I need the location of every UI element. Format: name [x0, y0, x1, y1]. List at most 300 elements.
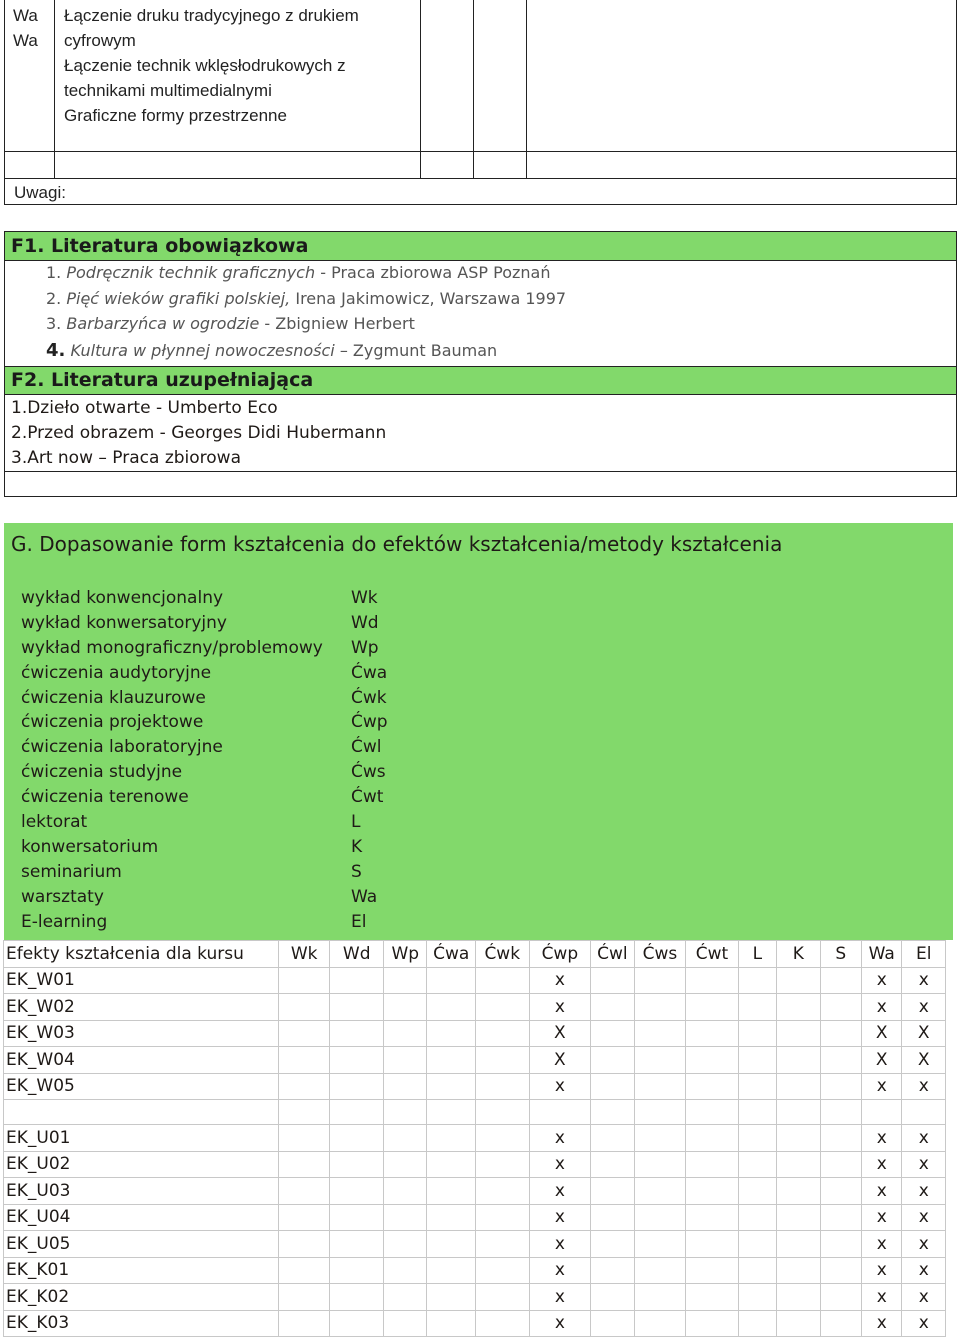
table-row	[4, 1231, 946, 1258]
form-row	[21, 912, 441, 937]
effect-mark: x	[529, 994, 591, 1021]
effect-mark	[738, 1231, 776, 1258]
effect-mark	[475, 1257, 529, 1284]
effect-mark	[591, 1125, 634, 1152]
effect-mark: x	[902, 967, 946, 994]
effect-code: EK_W01	[4, 967, 279, 994]
col-divider	[526, 0, 527, 178]
effect-mark	[777, 1178, 820, 1205]
effects-header-code: Wk	[278, 941, 330, 968]
f1-item-rest: – Zygmunt Bauman	[334, 341, 498, 360]
f1-item-rest: Irena Jakimowicz, Warszawa 1997	[290, 289, 567, 308]
effect-mark	[278, 994, 330, 1021]
effect-mark	[330, 1284, 384, 1311]
topic: Graficzne formy przestrzenne	[64, 106, 287, 125]
effect-mark	[427, 1100, 476, 1125]
effect-mark: x	[862, 1204, 902, 1231]
effect-mark: x	[902, 1231, 946, 1258]
effect-mark	[475, 967, 529, 994]
form-row	[21, 638, 441, 663]
effect-mark	[777, 1204, 820, 1231]
effect-mark	[475, 1178, 529, 1205]
effect-mark	[330, 1257, 384, 1284]
form-name: wykład konwersatoryjny	[21, 612, 227, 633]
effect-mark	[278, 1047, 330, 1074]
effect-mark	[330, 1310, 384, 1337]
effect-mark	[686, 1047, 739, 1074]
form-code: S	[351, 861, 362, 882]
effect-mark	[591, 1151, 634, 1178]
col-divider	[473, 0, 474, 178]
effect-mark: X	[862, 1020, 902, 1047]
f1-item-num: 4.	[46, 340, 66, 361]
form-name: ćwiczenia projektowe	[21, 712, 204, 733]
effect-code: EK_K02	[4, 1284, 279, 1311]
effect-mark	[591, 1310, 634, 1337]
effect-mark	[330, 1020, 384, 1047]
effects-header-code: Ćwt	[686, 941, 739, 968]
effect-mark: x	[902, 1284, 946, 1311]
f2-heading: F2. Literatura uzupełniająca	[11, 369, 314, 391]
table-row	[4, 994, 946, 1021]
effect-mark	[475, 1310, 529, 1337]
form-code: Wa	[351, 886, 378, 907]
effect-mark	[902, 1100, 946, 1125]
effects-header-code: L	[738, 941, 776, 968]
form-row	[21, 837, 441, 862]
effect-mark	[384, 1020, 427, 1047]
effects-header-code: Ćwk	[475, 941, 529, 968]
effect-mark	[591, 1231, 634, 1258]
effect-mark	[738, 1178, 776, 1205]
effect-mark	[738, 1204, 776, 1231]
effect-mark	[634, 1310, 686, 1337]
row-divider	[4, 178, 957, 179]
effect-mark	[529, 1100, 591, 1125]
form-code: Ćwl	[351, 737, 382, 758]
effect-mark	[427, 1047, 476, 1074]
effect-mark	[634, 994, 686, 1021]
effect-code: EK_U05	[4, 1231, 279, 1258]
effects-header-code: Ćwa	[427, 941, 476, 968]
effect-mark	[427, 1151, 476, 1178]
effect-mark: x	[902, 1310, 946, 1337]
effect-mark	[591, 1204, 634, 1231]
effect-mark	[738, 1125, 776, 1152]
f1-item-num: 1.	[46, 263, 62, 282]
effects-header-code: Wp	[384, 941, 427, 968]
form-row	[21, 787, 441, 812]
effect-mark	[384, 1284, 427, 1311]
effect-code: EK_K01	[4, 1257, 279, 1284]
effect-mark	[686, 1151, 739, 1178]
effect-mark: x	[862, 1151, 902, 1178]
effect-mark	[634, 1100, 686, 1125]
form-code: Wd	[351, 612, 379, 633]
effect-mark	[427, 967, 476, 994]
effect-mark	[427, 1073, 476, 1100]
effect-mark: x	[902, 1073, 946, 1100]
effect-mark	[591, 994, 634, 1021]
effect-mark	[738, 1257, 776, 1284]
form-name: ćwiczenia audytoryjne	[21, 662, 212, 683]
effect-mark	[777, 1257, 820, 1284]
effect-mark	[384, 1310, 427, 1337]
form-name: seminarium	[21, 861, 122, 882]
f2-heading-bar	[5, 366, 956, 395]
f1-item-title: Barbarzyńca w ogrodzie	[66, 314, 260, 333]
effect-code: EK_W04	[4, 1047, 279, 1074]
table-row	[4, 1125, 946, 1152]
effect-mark	[591, 1073, 634, 1100]
form-row	[21, 862, 441, 887]
effect-mark	[330, 1178, 384, 1205]
abbr: Wa	[13, 31, 38, 50]
effect-mark	[686, 967, 739, 994]
effect-mark	[820, 1257, 861, 1284]
effect-mark	[384, 1257, 427, 1284]
effect-mark: x	[529, 1151, 591, 1178]
effect-mark	[820, 994, 861, 1021]
effect-mark: x	[862, 1178, 902, 1205]
form-name: lektorat	[21, 812, 88, 833]
form-row	[21, 688, 441, 713]
f1-item-num: 3.	[46, 314, 62, 333]
effect-mark: X	[902, 1020, 946, 1047]
effect-mark	[591, 1257, 634, 1284]
effect-mark	[634, 1125, 686, 1152]
effect-mark: x	[902, 1125, 946, 1152]
effect-mark	[278, 967, 330, 994]
effect-code: EK_W03	[4, 1020, 279, 1047]
f1-item-num: 2.	[46, 289, 62, 308]
effect-mark	[475, 1151, 529, 1178]
table-row	[4, 1178, 946, 1205]
effect-mark	[278, 1257, 330, 1284]
effect-mark	[634, 967, 686, 994]
effect-mark	[634, 1073, 686, 1100]
effect-mark	[384, 967, 427, 994]
form-name: konwersatorium	[21, 836, 159, 857]
form-name: ćwiczenia studyjne	[21, 762, 183, 783]
f1-item	[46, 340, 497, 361]
effect-mark	[738, 1284, 776, 1311]
effect-mark: x	[529, 1231, 591, 1258]
effect-mark: X	[529, 1020, 591, 1047]
effect-mark	[591, 1047, 634, 1074]
effect-mark	[384, 1178, 427, 1205]
effect-mark	[427, 1231, 476, 1258]
form-code: Ćws	[351, 762, 386, 783]
form-code: K	[351, 836, 363, 857]
effect-mark	[738, 1020, 776, 1047]
effect-mark	[427, 1178, 476, 1205]
effect-mark	[777, 1020, 820, 1047]
f1-item-rest: - Zbigniew Herbert	[259, 314, 415, 333]
effect-mark	[820, 1151, 861, 1178]
table-row	[4, 1047, 946, 1074]
effect-mark	[820, 1310, 861, 1337]
effects-header-code: Ćwp	[529, 941, 591, 968]
form-code: Ćwt	[351, 787, 384, 808]
f1-heading: F1. Literatura obowiązkowa	[11, 235, 309, 257]
table-row	[4, 1257, 946, 1284]
f2-item: 3.Art now – Praca zbiorowa	[11, 448, 241, 468]
effect-mark: X	[529, 1047, 591, 1074]
effect-mark	[777, 1284, 820, 1311]
f1-item-title: Podręcznik technik graficznych	[66, 263, 316, 282]
effect-mark	[278, 1020, 330, 1047]
topics-cell	[64, 3, 414, 128]
table-row	[4, 967, 946, 994]
col-divider	[54, 0, 55, 178]
effect-mark	[686, 1231, 739, 1258]
row-divider	[4, 151, 957, 152]
effect-mark: x	[529, 1257, 591, 1284]
form-name: wykład monograficzny/problemowy	[21, 637, 323, 658]
effect-mark: X	[862, 1047, 902, 1074]
effect-mark	[427, 1125, 476, 1152]
form-row	[21, 712, 441, 737]
section-g-title: G. Dopasowanie form kształcenia do efektów kształcenia/metody kształcenia	[11, 532, 783, 556]
form-row	[21, 613, 441, 638]
effect-mark	[820, 1204, 861, 1231]
effect-mark: x	[529, 1125, 591, 1152]
effect-mark	[278, 1073, 330, 1100]
effect-mark	[634, 1020, 686, 1047]
effect-mark	[475, 1284, 529, 1311]
effect-mark	[686, 1204, 739, 1231]
effect-mark	[686, 1257, 739, 1284]
effect-mark	[634, 1178, 686, 1205]
effects-header-code: El	[902, 941, 946, 968]
form-code: Ćwp	[351, 712, 388, 733]
form-name: wykład konwencjonalny	[21, 588, 224, 608]
f1-item-title: Kultura w płynnej nowoczesności	[70, 341, 335, 360]
effect-mark	[591, 1020, 634, 1047]
effect-mark	[862, 1100, 902, 1125]
effect-mark	[427, 1284, 476, 1311]
effect-mark	[738, 1100, 776, 1125]
effect-mark	[278, 1178, 330, 1205]
f1-heading-bar	[5, 232, 956, 261]
effect-mark	[427, 1204, 476, 1231]
effect-mark	[777, 1047, 820, 1074]
effect-code: EK_W05	[4, 1073, 279, 1100]
topic: Łączenie technik wklęsłodrukowych z technikami multimedialnymi	[64, 56, 346, 100]
effects-header-code: Ćwl	[591, 941, 634, 968]
effect-mark	[475, 1020, 529, 1047]
effect-mark	[384, 1204, 427, 1231]
effect-mark	[330, 1204, 384, 1231]
effect-mark	[330, 1151, 384, 1178]
form-code: Wk	[351, 588, 378, 608]
effect-mark: X	[902, 1047, 946, 1074]
effect-mark	[384, 1125, 427, 1152]
effect-mark: x	[529, 1178, 591, 1205]
col-divider	[420, 0, 421, 178]
effect-mark	[475, 1204, 529, 1231]
effect-mark	[427, 994, 476, 1021]
effect-mark	[820, 1231, 861, 1258]
effect-mark	[330, 1125, 384, 1152]
effect-mark	[686, 1125, 739, 1152]
effect-code: EK_U01	[4, 1125, 279, 1152]
effects-header-code: S	[820, 941, 861, 968]
f1-item	[46, 263, 550, 282]
effect-mark: x	[862, 1231, 902, 1258]
form-code: Ćwk	[351, 687, 387, 708]
effect-mark	[384, 1231, 427, 1258]
top-table	[4, 0, 957, 205]
effect-mark: x	[902, 994, 946, 1021]
effect-mark	[475, 1231, 529, 1258]
table-row	[4, 1020, 946, 1047]
effect-mark	[820, 1178, 861, 1205]
effect-code: EK_U02	[4, 1151, 279, 1178]
effect-mark	[475, 1073, 529, 1100]
row-divider	[4, 471, 957, 472]
effect-mark	[738, 994, 776, 1021]
effect-mark	[738, 1047, 776, 1074]
f2-item: 1.Dzieło otwarte - Umberto Eco	[11, 398, 278, 418]
f2-item: 2.Przed obrazem - Georges Didi Hubermann	[11, 423, 387, 443]
effect-mark	[591, 1100, 634, 1125]
form-row	[21, 762, 441, 787]
effect-mark	[330, 1073, 384, 1100]
form-row	[21, 663, 441, 688]
effect-mark	[278, 1100, 330, 1125]
effect-code: EK_K03	[4, 1310, 279, 1337]
effect-mark	[591, 1178, 634, 1205]
effect-mark	[384, 1151, 427, 1178]
effect-mark	[330, 1100, 384, 1125]
effect-mark	[427, 1257, 476, 1284]
effect-mark	[686, 1178, 739, 1205]
effect-mark	[384, 994, 427, 1021]
effect-mark: x	[902, 1151, 946, 1178]
table-row	[4, 1284, 946, 1311]
effect-mark: x	[902, 1204, 946, 1231]
effect-mark	[777, 1100, 820, 1125]
effect-mark: x	[862, 1257, 902, 1284]
form-code: Ćwa	[351, 662, 388, 683]
effect-mark	[777, 994, 820, 1021]
effect-mark	[330, 967, 384, 994]
effect-mark	[278, 1204, 330, 1231]
effect-mark	[330, 1047, 384, 1074]
effects-header-code: Wd	[330, 941, 384, 968]
effects-table	[3, 940, 946, 1337]
form-name: warsztaty	[21, 886, 104, 907]
form-row	[21, 588, 441, 613]
effects-header-code: K	[777, 941, 820, 968]
effect-mark	[278, 1284, 330, 1311]
effect-mark	[634, 1151, 686, 1178]
effect-mark: x	[902, 1178, 946, 1205]
effect-mark	[777, 1310, 820, 1337]
table-row	[4, 1204, 946, 1231]
effect-mark: x	[862, 1284, 902, 1311]
form-code: Wp	[351, 637, 379, 658]
table-row	[4, 1151, 946, 1178]
effect-mark	[475, 1047, 529, 1074]
effect-mark	[820, 1073, 861, 1100]
effect-mark	[384, 1073, 427, 1100]
effect-mark	[777, 1151, 820, 1178]
effect-mark	[777, 1125, 820, 1152]
effect-mark	[820, 1100, 861, 1125]
topic: Łączenie druku tradycyjnego z drukiem cyfrowym	[64, 6, 359, 50]
effect-mark: x	[529, 967, 591, 994]
effect-mark	[591, 1284, 634, 1311]
effect-mark: x	[529, 1284, 591, 1311]
effect-mark	[738, 1073, 776, 1100]
effect-mark: x	[529, 1310, 591, 1337]
effect-mark	[384, 1047, 427, 1074]
abbr-cell	[13, 3, 53, 53]
effect-mark	[777, 1073, 820, 1100]
effect-mark	[384, 1100, 427, 1125]
effect-mark	[330, 1231, 384, 1258]
form-row	[21, 887, 441, 912]
table-row	[4, 1310, 946, 1337]
form-name: ćwiczenia laboratoryjne	[21, 737, 223, 758]
form-code: L	[351, 812, 361, 833]
effect-code: EK_W02	[4, 994, 279, 1021]
effects-header-label: Efekty kształcenia dla kursu	[4, 941, 279, 968]
forms-list	[21, 588, 441, 936]
effect-mark: x	[902, 1257, 946, 1284]
form-row	[21, 737, 441, 762]
effect-mark	[330, 994, 384, 1021]
effect-mark: x	[862, 1310, 902, 1337]
effects-header-code: Ćws	[634, 941, 686, 968]
effect-mark	[820, 967, 861, 994]
effect-mark	[475, 1100, 529, 1125]
effect-mark: x	[529, 1204, 591, 1231]
form-row	[21, 812, 441, 837]
effect-mark	[475, 1125, 529, 1152]
effect-mark: x	[862, 994, 902, 1021]
effect-mark	[634, 1284, 686, 1311]
effect-mark	[686, 1020, 739, 1047]
effect-mark	[278, 1310, 330, 1337]
effect-code	[4, 1100, 279, 1125]
effect-mark: x	[862, 1073, 902, 1100]
effect-mark	[686, 1284, 739, 1311]
effect-mark	[686, 994, 739, 1021]
effects-header-row	[4, 941, 946, 968]
effect-mark	[278, 1125, 330, 1152]
form-code: El	[351, 911, 367, 932]
f1-item-rest: - Praca zbiorowa ASP Poznań	[315, 263, 551, 282]
effect-mark	[427, 1310, 476, 1337]
notes-label: Uwagi:	[14, 183, 66, 202]
form-name: ćwiczenia terenowe	[21, 787, 189, 808]
effect-mark	[634, 1204, 686, 1231]
f1-item	[46, 289, 566, 308]
effect-mark	[686, 1100, 739, 1125]
effect-mark	[686, 1073, 739, 1100]
effect-mark: x	[862, 967, 902, 994]
effect-mark	[634, 1047, 686, 1074]
f1-item	[46, 314, 415, 333]
effect-mark	[278, 1231, 330, 1258]
effect-mark	[820, 1047, 861, 1074]
abbr: Wa	[13, 6, 38, 25]
effect-code: EK_U04	[4, 1204, 279, 1231]
